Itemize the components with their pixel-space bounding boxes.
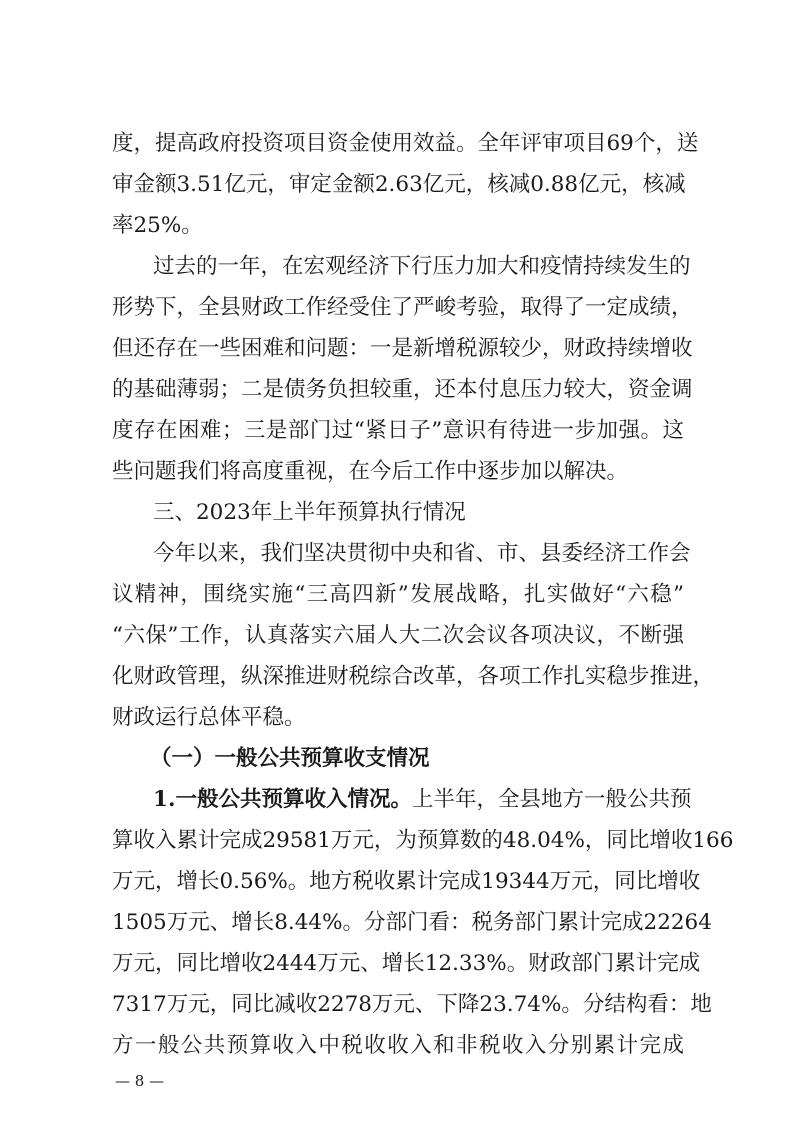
paragraph-1-line-1: 度，提高政府投资项目资金使用效益。全年评审项目69个，送 [112,131,699,156]
paragraph-1-line-2: 审金额3.51亿元，审定金额2.63亿元，核减0.88亿元，核减 [112,172,686,197]
paragraph-2-line-2: 形势下，全县财政工作经受住了严峻考验，取得了一定成绩， [112,295,693,320]
paragraph-2-line-1: 过去的一年，在宏观经济下行压力加大和疫情持续发生的 [153,254,691,279]
paragraph-2-line-4: 的基础薄弱；二是债务负担较重，还本付息压力较大，资金调 [112,377,693,402]
paragraph-4-line-2: 算收入累计完成29581万元，为预算数的48.04%，同比增收166 [112,828,734,853]
paragraph-3-line-3: “六保”工作，认真落实六届人大二次会议各项决议，不断强 [112,623,684,648]
page-number: — 8 — [115,1072,165,1090]
paragraph-2-line-6: 些问题我们将高度重视，在今后工作中逐步加以解决。 [112,459,629,484]
paragraph-3-line-2: 议精神，围绕实施“三高四新”发展战略，扎实做好“六稳” [112,582,684,607]
section-heading: 三、2023年上半年预算执行情况 [153,500,466,525]
paragraph-4-line-7: 方一般公共预算收入中税收收入和非税收入分别累计完成 [112,1033,684,1058]
paragraph-4-line-3: 万元，增长0.56%。地方税收累计完成19344万元，同比增收 [112,869,701,894]
paragraph-4-lead-title: 1.一般公共预算收入情况。 [153,787,412,812]
paragraph-3-line-1: 今年以来，我们坚决贯彻中央和省、市、县委经济工作会 [153,541,691,566]
paragraph-4-line-4: 1505万元、增长8.44%。分部门看：税务部门累计完成22264 [112,910,712,935]
subsection-heading: （一）一般公共预算收支情况 [150,746,430,771]
paragraph-4-line-1-rest: 上半年，全县地方一般公共预 [411,787,692,812]
paragraph-4-line-1 [153,784,692,816]
paragraph-1-line-3: 率25%。 [112,213,203,238]
paragraph-2-line-5: 度存在困难；三是部门过“紧日子”意识有待进一步加强。这 [112,418,684,443]
paragraph-3-line-4: 化财政管理，纵深推进财税综合改革，各项工作扎实稳步推进， [112,664,715,689]
paragraph-2-line-3: 但还存在一些困难和问题：一是新增税源较少，财政持续增收 [112,336,693,361]
paragraph-4-line-6: 7317万元，同比减收2278万元、下降23.74%。分结构看：地 [112,992,712,1017]
paragraph-3-line-5: 财政运行总体平稳。 [112,705,306,730]
paragraph-4-line-5: 万元，同比增收2444万元、增长12.33%。财政部门累计完成 [112,951,701,976]
